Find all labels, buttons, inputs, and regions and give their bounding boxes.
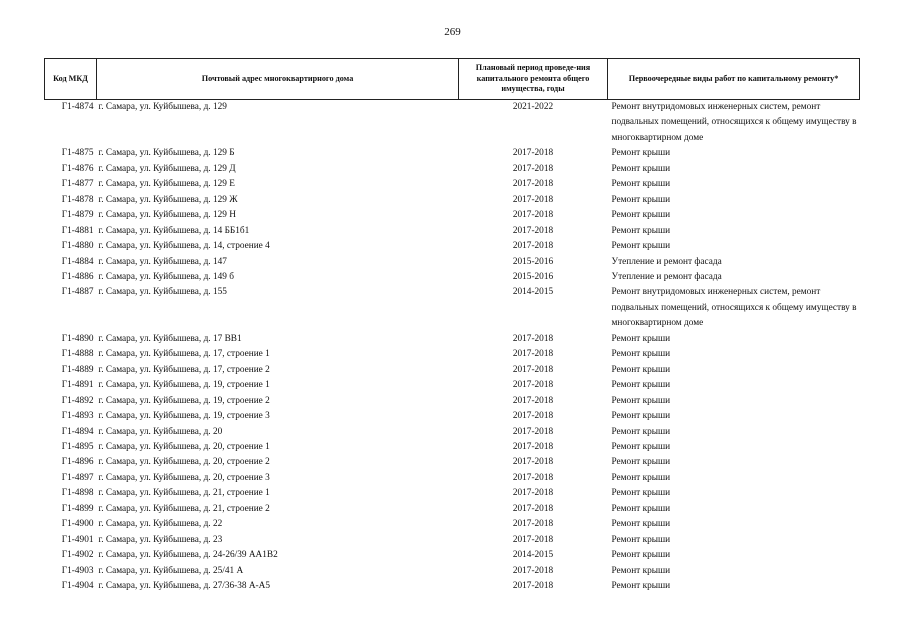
- row-works: Ремонт крыши: [611, 550, 671, 561]
- table-row: [45, 471, 860, 486]
- table-row: [45, 177, 860, 192]
- row-works: Ремонт крыши: [611, 457, 671, 468]
- row-address: г. Самара, ул. Куйбышева, д. 129: [98, 102, 227, 112]
- table-row: [45, 193, 860, 208]
- header-works: Первоочередные виды работ по капитальному ремонту*: [608, 59, 860, 100]
- row-works: Ремонт крыши: [611, 179, 671, 190]
- row-address: г. Самара, ул. Куйбышева, д. 20, строение 1: [98, 441, 270, 452]
- row-address: г. Самара, ул. Куйбышева, д. 22: [98, 519, 223, 530]
- row-address: г. Самара, ул. Куйбышева, д. 24-26/39 АА1В2: [98, 550, 278, 561]
- row-period: 2017-2018: [512, 179, 554, 190]
- row-works: Ремонт крыши: [611, 163, 671, 174]
- table-row: [45, 224, 860, 239]
- row-works: Ремонт внутридомовых инженерных систем, ремонт подвальных помещений, относящихся к общему имуществу в многоквартирном доме: [611, 102, 857, 143]
- row-address: г. Самара, ул. Куйбышева, д. 129 Е: [98, 179, 235, 190]
- row-period: 2017-2018: [512, 503, 554, 514]
- row-works: Ремонт крыши: [611, 503, 671, 514]
- row-address: г. Самара, ул. Куйбышева, д. 129 Н: [98, 210, 236, 221]
- table-row: [45, 548, 860, 563]
- row-address: г. Самара, ул. Куйбышева, д. 27/36-38 А-А5: [98, 581, 271, 592]
- row-period: 2017-2018: [512, 333, 554, 344]
- row-period: 2017-2018: [512, 581, 554, 592]
- row-works: Ремонт крыши: [611, 472, 671, 483]
- row-period: 2017-2018: [512, 565, 554, 576]
- row-works: Ремонт крыши: [611, 519, 671, 530]
- row-code: Г1-4895: [61, 441, 94, 452]
- row-works: Ремонт крыши: [611, 364, 671, 375]
- row-address: г. Самара, ул. Куйбышева, д. 14, строение 4: [98, 241, 270, 252]
- row-code: Г1-4887: [61, 287, 94, 298]
- header-code: Код МКД: [45, 59, 97, 100]
- table-header: [45, 59, 860, 100]
- header-address: Почтовый адрес многоквартирного дома: [97, 59, 459, 100]
- row-works: Утепление и ремонт фасада: [611, 256, 722, 267]
- row-works: Ремонт крыши: [611, 194, 671, 205]
- row-period: 2017-2018: [512, 519, 554, 530]
- row-address: г. Самара, ул. Куйбышева, д. 129 Ж: [98, 194, 238, 205]
- table-row: [45, 285, 860, 331]
- table-row: [45, 502, 860, 517]
- row-code: Г1-4874: [61, 102, 94, 112]
- row-code: Г1-4879: [61, 210, 94, 221]
- table-row: [45, 394, 860, 409]
- row-period: 2017-2018: [512, 426, 554, 437]
- header-row: [45, 59, 860, 100]
- table-row: [45, 455, 860, 470]
- row-period: 2017-2018: [512, 241, 554, 252]
- row-works: Ремонт крыши: [611, 488, 671, 499]
- table-row: [45, 440, 860, 455]
- row-code: Г1-4901: [61, 534, 94, 545]
- row-address: г. Самара, ул. Куйбышева, д. 129 Б: [98, 148, 235, 159]
- row-address: г. Самара, ул. Куйбышева, д. 20, строение 2: [98, 457, 270, 468]
- row-address: г. Самара, ул. Куйбышева, д. 21, строение 2: [98, 503, 270, 514]
- row-period: 2014-2015: [512, 287, 554, 298]
- row-code: Г1-4884: [61, 256, 94, 267]
- row-works: Ремонт крыши: [611, 565, 671, 576]
- table-row: [45, 486, 860, 501]
- row-period: 2017-2018: [512, 441, 554, 452]
- row-code: Г1-4877: [61, 179, 94, 190]
- table-row: [45, 533, 860, 548]
- registry-table: [44, 58, 860, 595]
- row-period: 2014-2015: [512, 550, 554, 561]
- row-period: 2017-2018: [512, 210, 554, 221]
- row-works: Ремонт крыши: [611, 349, 671, 360]
- row-address: г. Самара, ул. Куйбышева, д. 19, строение 1: [98, 380, 270, 391]
- row-address: г. Самара, ул. Куйбышева, д. 19, строение 3: [98, 411, 270, 422]
- row-works: Ремонт крыши: [611, 225, 671, 236]
- row-period: 2017-2018: [512, 225, 554, 236]
- row-code: Г1-4880: [61, 241, 94, 252]
- row-code: Г1-4902: [61, 550, 94, 561]
- table-row: [45, 363, 860, 378]
- row-period: 2017-2018: [512, 349, 554, 360]
- row-code: Г1-4889: [61, 364, 94, 375]
- row-period: 2017-2018: [512, 457, 554, 468]
- row-works: Ремонт крыши: [611, 395, 671, 406]
- row-works: Ремонт крыши: [611, 380, 671, 391]
- row-code: Г1-4888: [61, 349, 94, 360]
- table-row: [45, 517, 860, 532]
- table-row: [45, 579, 860, 594]
- row-period: 2021-2022: [512, 102, 554, 112]
- row-period: 2017-2018: [512, 534, 554, 545]
- row-code: Г1-4876: [61, 163, 94, 174]
- row-code: Г1-4899: [61, 503, 94, 514]
- table-row: [45, 332, 860, 347]
- table-row: [45, 239, 860, 254]
- row-period: 2017-2018: [512, 163, 554, 174]
- row-code: Г1-4894: [61, 426, 94, 437]
- row-works: Ремонт крыши: [611, 148, 671, 159]
- row-address: г. Самара, ул. Куйбышева, д. 155: [98, 287, 227, 298]
- row-code: Г1-4875: [61, 148, 94, 159]
- row-address: г. Самара, ул. Куйбышева, д. 19, строение 2: [98, 395, 270, 406]
- table-row: [45, 162, 860, 177]
- row-works: Ремонт крыши: [611, 441, 671, 452]
- row-address: г. Самара, ул. Куйбышева, д. 23: [98, 534, 223, 545]
- row-period: 2015-2016: [512, 256, 554, 267]
- row-works: Утепление и ремонт фасада: [611, 271, 722, 282]
- table-row: [45, 425, 860, 440]
- row-period: 2017-2018: [512, 411, 554, 422]
- table-row: [45, 409, 860, 424]
- page-number: 269: [444, 26, 461, 38]
- row-code: Г1-4878: [61, 194, 94, 205]
- row-period: 2015-2016: [512, 271, 554, 282]
- row-address: г. Самара, ул. Куйбышева, д. 25/41 А: [98, 565, 244, 576]
- row-address: г. Самара, ул. Куйбышева, д. 129 Д: [98, 163, 236, 174]
- row-works: Ремонт крыши: [611, 210, 671, 221]
- row-period: 2017-2018: [512, 380, 554, 391]
- table-row: [45, 378, 860, 393]
- row-address: г. Самара, ул. Куйбышева, д. 20: [98, 426, 223, 437]
- row-address: г. Самара, ул. Куйбышева, д. 20, строение 3: [98, 472, 270, 483]
- row-code: Г1-4893: [61, 411, 94, 422]
- row-period: 2017-2018: [512, 395, 554, 406]
- row-address: г. Самара, ул. Куйбышева, д. 21, строение 1: [98, 488, 270, 499]
- row-works: Ремонт крыши: [611, 534, 671, 545]
- table-row: [45, 146, 860, 161]
- table-row: [45, 564, 860, 579]
- row-address: г. Самара, ул. Куйбышева, д. 14 ББ1б1: [98, 225, 250, 236]
- row-code: Г1-4890: [61, 333, 94, 344]
- row-period: 2017-2018: [512, 472, 554, 483]
- row-code: Г1-4900: [61, 519, 94, 530]
- row-code: Г1-4898: [61, 488, 94, 499]
- row-address: г. Самара, ул. Куйбышева, д. 149 б: [98, 271, 234, 282]
- row-period: 2017-2018: [512, 488, 554, 499]
- table-row: [45, 347, 860, 362]
- row-code: Г1-4881: [61, 225, 94, 236]
- row-address: г. Самара, ул. Куйбышева, д. 17, строение 1: [98, 349, 270, 360]
- row-code: Г1-4892: [61, 395, 94, 406]
- table-row: [45, 270, 860, 285]
- row-works: Ремонт крыши: [611, 411, 671, 422]
- row-works: Ремонт внутридомовых инженерных систем, ремонт подвальных помещений, относящихся к общему имуществу в многоквартирном доме: [611, 287, 857, 329]
- row-works: Ремонт крыши: [611, 581, 671, 592]
- row-code: Г1-4896: [61, 457, 94, 468]
- row-address: г. Самара, ул. Куйбышева, д. 17, строение 2: [98, 364, 270, 375]
- row-address: г. Самара, ул. Куйбышева, д. 17 ВВ1: [98, 333, 242, 344]
- row-works: Ремонт крыши: [611, 333, 671, 344]
- row-period: 2017-2018: [512, 364, 554, 375]
- row-code: Г1-4904: [61, 581, 94, 592]
- row-address: г. Самара, ул. Куйбышева, д. 147: [98, 256, 227, 267]
- table-row: [45, 100, 860, 147]
- row-works: Ремонт крыши: [611, 241, 671, 252]
- row-period: 2017-2018: [512, 194, 554, 205]
- row-code: Г1-4897: [61, 472, 94, 483]
- table-body: [45, 100, 860, 595]
- row-code: Г1-4891: [61, 380, 94, 391]
- table-row: [45, 255, 860, 270]
- row-code: Г1-4903: [61, 565, 94, 576]
- header-period: Плановый период проведе-ния капитального ремонта общего имущества, годы: [459, 59, 608, 100]
- row-period: 2017-2018: [512, 148, 554, 159]
- table-row: [45, 208, 860, 223]
- row-code: Г1-4886: [61, 271, 94, 282]
- row-works: Ремонт крыши: [611, 426, 671, 437]
